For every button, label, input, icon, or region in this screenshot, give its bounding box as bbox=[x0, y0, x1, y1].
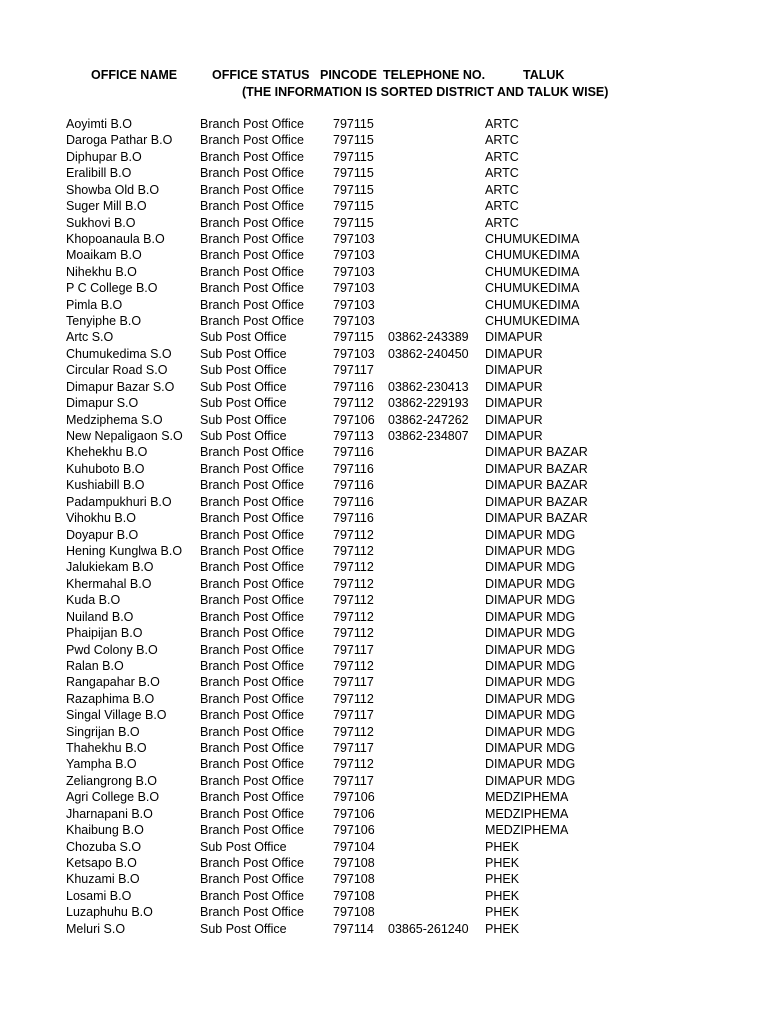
taluk-cell: DIMAPUR MDG bbox=[485, 773, 576, 788]
pincode-cell: 797106 bbox=[333, 823, 375, 838]
office-name-cell: Tenyiphe B.O bbox=[66, 314, 142, 329]
table-row bbox=[0, 674, 768, 690]
taluk-cell: MEDZIPHEMA bbox=[485, 806, 569, 821]
office-name-cell: Jalukiekam B.O bbox=[66, 560, 154, 575]
pincode-cell: 797103 bbox=[333, 281, 375, 296]
taluk-cell: DIMAPUR bbox=[485, 412, 543, 427]
header-sort-note: (THE INFORMATION IS SORTED DISTRICT AND TALUK WISE) bbox=[242, 85, 609, 99]
office-name-cell: Eralibill B.O bbox=[66, 166, 132, 181]
telephone-cell: 03862-229193 bbox=[388, 396, 469, 411]
office-name-cell: Doyapur B.O bbox=[66, 527, 139, 542]
office-status-cell: Branch Post Office bbox=[200, 658, 304, 673]
table-row bbox=[0, 921, 768, 937]
office-status-cell: Branch Post Office bbox=[200, 741, 304, 756]
office-name-cell: Daroga Pathar B.O bbox=[66, 133, 173, 148]
office-status-cell: Branch Post Office bbox=[200, 264, 304, 279]
pincode-cell: 797115 bbox=[333, 133, 374, 148]
office-status-cell: Branch Post Office bbox=[200, 248, 304, 263]
pincode-cell: 797112 bbox=[333, 396, 374, 411]
taluk-cell: PHEK bbox=[485, 855, 520, 870]
pincode-cell: 797103 bbox=[333, 346, 375, 361]
table-row bbox=[0, 756, 768, 772]
table-row bbox=[0, 806, 768, 822]
office-name-cell: Singal Village B.O bbox=[66, 708, 167, 723]
table-row bbox=[0, 625, 768, 641]
office-name-cell: Agri College B.O bbox=[66, 790, 160, 805]
table-row bbox=[0, 280, 768, 296]
office-status-cell: Branch Post Office bbox=[200, 182, 304, 197]
table-row bbox=[0, 658, 768, 674]
office-status-cell: Branch Post Office bbox=[200, 478, 304, 493]
table-row bbox=[0, 724, 768, 740]
table-row bbox=[0, 609, 768, 625]
taluk-cell: DIMAPUR MDG bbox=[485, 560, 576, 575]
telephone-cell: 03862-247262 bbox=[388, 412, 469, 427]
office-name-cell: Zeliangrong B.O bbox=[66, 773, 158, 788]
office-status-cell: Branch Post Office bbox=[200, 642, 304, 657]
pincode-cell: 797117 bbox=[333, 642, 374, 657]
pincode-cell: 797108 bbox=[333, 872, 375, 887]
taluk-cell: ARTC bbox=[485, 133, 519, 148]
office-status-cell: Sub Post Office bbox=[200, 379, 287, 394]
table-row bbox=[0, 346, 768, 362]
table-row bbox=[0, 576, 768, 592]
taluk-cell: DIMAPUR bbox=[485, 396, 543, 411]
office-name-cell: Diphupar B.O bbox=[66, 149, 142, 164]
table-row bbox=[0, 329, 768, 345]
office-name-cell: Padampukhuri B.O bbox=[66, 494, 172, 509]
pincode-cell: 797103 bbox=[333, 314, 375, 329]
office-status-cell: Branch Post Office bbox=[200, 543, 304, 558]
office-status-cell: Branch Post Office bbox=[200, 888, 304, 903]
office-name-cell: Singrijan B.O bbox=[66, 724, 140, 739]
table-row bbox=[0, 379, 768, 395]
table-row bbox=[0, 165, 768, 181]
office-name-cell: Suger Mill B.O bbox=[66, 199, 147, 214]
office-name-cell: Pimla B.O bbox=[66, 297, 123, 312]
office-name-cell: Kushiabill B.O bbox=[66, 478, 145, 493]
office-name-cell: Circular Road S.O bbox=[66, 363, 168, 378]
pincode-cell: 797112 bbox=[333, 658, 374, 673]
office-status-cell: Branch Post Office bbox=[200, 708, 304, 723]
office-status-cell: Sub Post Office bbox=[200, 839, 287, 854]
office-name-cell: Nihekhu B.O bbox=[66, 264, 137, 279]
table-row bbox=[0, 395, 768, 411]
office-status-cell: Branch Post Office bbox=[200, 806, 304, 821]
pincode-cell: 797112 bbox=[333, 576, 374, 591]
table-row bbox=[0, 428, 768, 444]
pincode-cell: 797112 bbox=[333, 609, 374, 624]
office-status-cell: Branch Post Office bbox=[200, 199, 304, 214]
pincode-cell: 797103 bbox=[333, 248, 375, 263]
office-status-cell: Branch Post Office bbox=[200, 905, 304, 920]
pincode-cell: 797113 bbox=[333, 429, 374, 444]
office-name-cell: Showba Old B.O bbox=[66, 182, 160, 197]
table-row bbox=[0, 182, 768, 198]
taluk-cell: DIMAPUR bbox=[485, 363, 543, 378]
office-status-cell: Branch Post Office bbox=[200, 527, 304, 542]
office-name-cell: Hening Kunglwa B.O bbox=[66, 543, 183, 558]
office-status-cell: Branch Post Office bbox=[200, 823, 304, 838]
office-name-cell: Medziphema S.O bbox=[66, 412, 163, 427]
taluk-cell: ARTC bbox=[485, 199, 519, 214]
office-status-cell: Branch Post Office bbox=[200, 593, 304, 608]
taluk-cell: DIMAPUR MDG bbox=[485, 593, 576, 608]
office-status-cell: Branch Post Office bbox=[200, 757, 304, 772]
pincode-cell: 797103 bbox=[333, 264, 375, 279]
table-row bbox=[0, 740, 768, 756]
taluk-cell: PHEK bbox=[485, 921, 520, 936]
table-row bbox=[0, 247, 768, 263]
pincode-cell: 797115 bbox=[333, 149, 374, 164]
office-status-cell: Sub Post Office bbox=[200, 346, 287, 361]
pincode-cell: 797112 bbox=[333, 691, 374, 706]
table-row bbox=[0, 313, 768, 329]
pincode-cell: 797106 bbox=[333, 806, 375, 821]
table-row bbox=[0, 215, 768, 231]
taluk-cell: MEDZIPHEMA bbox=[485, 823, 569, 838]
office-status-cell: Branch Post Office bbox=[200, 297, 304, 312]
taluk-cell: DIMAPUR BAZAR bbox=[485, 511, 588, 526]
header-office-name: OFFICE NAME bbox=[91, 68, 178, 82]
office-name-cell: Kuhuboto B.O bbox=[66, 461, 145, 476]
pincode-cell: 797117 bbox=[333, 708, 374, 723]
pincode-cell: 797103 bbox=[333, 231, 375, 246]
pincode-cell: 797108 bbox=[333, 905, 375, 920]
pincode-cell: 797116 bbox=[333, 478, 374, 493]
taluk-cell: CHUMUKEDIMA bbox=[485, 314, 580, 329]
office-name-cell: Chumukedima S.O bbox=[66, 346, 172, 361]
table-row bbox=[0, 149, 768, 165]
taluk-cell: CHUMUKEDIMA bbox=[485, 264, 580, 279]
pincode-cell: 797116 bbox=[333, 511, 374, 526]
office-status-cell: Branch Post Office bbox=[200, 133, 304, 148]
office-name-cell: Meluri S.O bbox=[66, 921, 126, 936]
office-name-cell: Khermahal B.O bbox=[66, 576, 152, 591]
office-name-cell: Ralan B.O bbox=[66, 658, 124, 673]
taluk-cell: DIMAPUR MDG bbox=[485, 609, 576, 624]
taluk-cell: DIMAPUR BAZAR bbox=[485, 494, 588, 509]
office-status-cell: Branch Post Office bbox=[200, 560, 304, 575]
taluk-cell: ARTC bbox=[485, 215, 519, 230]
office-status-cell: Branch Post Office bbox=[200, 117, 304, 131]
office-status-cell: Branch Post Office bbox=[200, 215, 304, 230]
office-name-cell: Kuda B.O bbox=[66, 593, 121, 608]
table-row bbox=[0, 559, 768, 575]
office-name-cell: Artc S.O bbox=[66, 330, 114, 345]
table-row bbox=[0, 132, 768, 148]
pincode-cell: 797115 bbox=[333, 182, 374, 197]
office-name-cell: Pwd Colony B.O bbox=[66, 642, 158, 657]
table-row bbox=[0, 888, 768, 904]
telephone-cell: 03862-234807 bbox=[388, 429, 469, 444]
telephone-cell: 03862-243389 bbox=[388, 330, 469, 345]
office-name-cell: Dimapur S.O bbox=[66, 396, 139, 411]
pincode-cell: 797117 bbox=[333, 363, 374, 378]
office-name-cell: Khaibung B.O bbox=[66, 823, 144, 838]
taluk-cell: DIMAPUR bbox=[485, 346, 543, 361]
table-row bbox=[0, 855, 768, 871]
taluk-cell: DIMAPUR MDG bbox=[485, 724, 576, 739]
pincode-cell: 797115 bbox=[333, 166, 374, 181]
pincode-cell: 797108 bbox=[333, 888, 375, 903]
office-name-cell: New Nepaligaon S.O bbox=[66, 429, 183, 444]
table-row bbox=[0, 264, 768, 280]
table-row bbox=[0, 707, 768, 723]
pincode-cell: 797116 bbox=[333, 494, 374, 509]
header-pincode: PINCODE bbox=[320, 68, 377, 82]
table-row bbox=[0, 904, 768, 920]
office-status-cell: Branch Post Office bbox=[200, 576, 304, 591]
taluk-cell: DIMAPUR MDG bbox=[485, 708, 576, 723]
table-row bbox=[0, 297, 768, 313]
taluk-cell: CHUMUKEDIMA bbox=[485, 297, 580, 312]
taluk-cell: ARTC bbox=[485, 117, 519, 131]
office-status-cell: Sub Post Office bbox=[200, 330, 287, 345]
pincode-cell: 797112 bbox=[333, 724, 374, 739]
taluk-cell: CHUMUKEDIMA bbox=[485, 231, 580, 246]
pincode-cell: 797116 bbox=[333, 445, 374, 460]
taluk-cell: PHEK bbox=[485, 839, 520, 854]
office-status-cell: Branch Post Office bbox=[200, 691, 304, 706]
header-taluk: TALUK bbox=[523, 68, 565, 82]
pincode-cell: 797115 bbox=[333, 117, 374, 131]
office-status-cell: Sub Post Office bbox=[200, 396, 287, 411]
office-name-cell: Yampha B.O bbox=[66, 757, 137, 772]
table-row bbox=[0, 494, 768, 510]
taluk-cell: DIMAPUR MDG bbox=[485, 658, 576, 673]
office-status-cell: Branch Post Office bbox=[200, 494, 304, 509]
table-row bbox=[0, 510, 768, 526]
pincode-cell: 797114 bbox=[333, 921, 374, 936]
pincode-cell: 797112 bbox=[333, 527, 374, 542]
office-status-cell: Branch Post Office bbox=[200, 511, 304, 526]
taluk-cell: PHEK bbox=[485, 872, 520, 887]
office-status-cell: Sub Post Office bbox=[200, 412, 287, 427]
taluk-cell: ARTC bbox=[485, 149, 519, 164]
telephone-cell: 03862-240450 bbox=[388, 346, 469, 361]
office-name-cell: P C College B.O bbox=[66, 281, 158, 296]
office-name-cell: Rangapahar B.O bbox=[66, 675, 160, 690]
pincode-cell: 797112 bbox=[333, 560, 374, 575]
office-status-cell: Branch Post Office bbox=[200, 231, 304, 246]
table-row bbox=[0, 773, 768, 789]
office-name-cell: Moaikam B.O bbox=[66, 248, 142, 263]
pincode-cell: 797115 bbox=[333, 199, 374, 214]
pincode-cell: 797112 bbox=[333, 626, 374, 641]
taluk-cell: DIMAPUR MDG bbox=[485, 741, 576, 756]
office-name-cell: Khuzami B.O bbox=[66, 872, 140, 887]
office-status-cell: Branch Post Office bbox=[200, 281, 304, 296]
office-status-cell: Branch Post Office bbox=[200, 149, 304, 164]
table-row bbox=[0, 231, 768, 247]
taluk-cell: ARTC bbox=[485, 182, 519, 197]
table-row bbox=[0, 477, 768, 493]
office-name-cell: Luzaphuhu B.O bbox=[66, 905, 153, 920]
pincode-cell: 797112 bbox=[333, 543, 374, 558]
pincode-cell: 797108 bbox=[333, 855, 375, 870]
taluk-cell: DIMAPUR bbox=[485, 330, 543, 345]
pincode-cell: 797112 bbox=[333, 757, 374, 772]
office-name-cell: Khopoanaula B.O bbox=[66, 231, 165, 246]
office-name-cell: Nuiland B.O bbox=[66, 609, 134, 624]
pincode-cell: 797116 bbox=[333, 379, 374, 394]
table-row bbox=[0, 198, 768, 214]
pincode-cell: 797115 bbox=[333, 330, 374, 345]
office-name-cell: Sukhovi B.O bbox=[66, 215, 136, 230]
taluk-cell: PHEK bbox=[485, 888, 520, 903]
taluk-cell: DIMAPUR bbox=[485, 379, 543, 394]
table-row bbox=[0, 362, 768, 378]
telephone-cell: 03862-230413 bbox=[388, 379, 469, 394]
taluk-cell: PHEK bbox=[485, 905, 520, 920]
office-status-cell: Branch Post Office bbox=[200, 609, 304, 624]
pincode-cell: 797106 bbox=[333, 412, 375, 427]
office-name-cell: Thahekhu B.O bbox=[66, 741, 147, 756]
office-status-cell: Branch Post Office bbox=[200, 675, 304, 690]
office-status-cell: Sub Post Office bbox=[200, 363, 287, 378]
office-status-cell: Branch Post Office bbox=[200, 790, 304, 805]
office-status-cell: Branch Post Office bbox=[200, 855, 304, 870]
taluk-cell: DIMAPUR MDG bbox=[485, 576, 576, 591]
table-row bbox=[0, 444, 768, 460]
office-name-cell: Dimapur Bazar S.O bbox=[66, 379, 175, 394]
office-status-cell: Sub Post Office bbox=[200, 921, 287, 936]
office-status-cell: Branch Post Office bbox=[200, 166, 304, 181]
taluk-cell: CHUMUKEDIMA bbox=[485, 281, 580, 296]
office-status-cell: Branch Post Office bbox=[200, 445, 304, 460]
taluk-cell: DIMAPUR BAZAR bbox=[485, 461, 588, 476]
table-row bbox=[0, 461, 768, 477]
table-row bbox=[0, 642, 768, 658]
pincode-cell: 797117 bbox=[333, 773, 374, 788]
taluk-cell: DIMAPUR BAZAR bbox=[485, 445, 588, 460]
office-name-cell: Jharnapani B.O bbox=[66, 806, 153, 821]
table-row bbox=[0, 543, 768, 559]
telephone-cell: 03865-261240 bbox=[388, 921, 469, 936]
table-row bbox=[0, 527, 768, 543]
office-status-cell: Branch Post Office bbox=[200, 626, 304, 641]
table-row bbox=[0, 789, 768, 805]
office-name-cell: Phaipijan B.O bbox=[66, 626, 143, 641]
pincode-cell: 797117 bbox=[333, 741, 374, 756]
office-status-cell: Sub Post Office bbox=[200, 429, 287, 444]
office-name-cell: Chozuba S.O bbox=[66, 839, 142, 854]
office-status-cell: Branch Post Office bbox=[200, 461, 304, 476]
taluk-cell: DIMAPUR MDG bbox=[485, 642, 576, 657]
pincode-cell: 797106 bbox=[333, 790, 375, 805]
office-status-cell: Branch Post Office bbox=[200, 314, 304, 329]
taluk-cell: ARTC bbox=[485, 166, 519, 181]
office-name-cell: Razaphima B.O bbox=[66, 691, 155, 706]
taluk-cell: DIMAPUR bbox=[485, 429, 543, 444]
taluk-cell: CHUMUKEDIMA bbox=[485, 248, 580, 263]
table-row bbox=[0, 592, 768, 608]
taluk-cell: DIMAPUR MDG bbox=[485, 527, 576, 542]
post-office-table bbox=[0, 116, 768, 937]
table-row bbox=[0, 822, 768, 838]
table-row bbox=[0, 116, 768, 132]
taluk-cell: DIMAPUR BAZAR bbox=[485, 478, 588, 493]
table-row bbox=[0, 839, 768, 855]
office-status-cell: Branch Post Office bbox=[200, 724, 304, 739]
taluk-cell: DIMAPUR MDG bbox=[485, 691, 576, 706]
pincode-cell: 797115 bbox=[333, 215, 374, 230]
pincode-cell: 797117 bbox=[333, 675, 374, 690]
office-name-cell: Khehekhu B.O bbox=[66, 445, 148, 460]
header-office-status: OFFICE STATUS bbox=[212, 68, 310, 82]
office-name-cell: Aoyimti B.O bbox=[66, 117, 132, 131]
office-status-cell: Branch Post Office bbox=[200, 773, 304, 788]
pincode-cell: 797103 bbox=[333, 297, 375, 312]
office-name-cell: Losami B.O bbox=[66, 888, 132, 903]
table-row bbox=[0, 871, 768, 887]
taluk-cell: DIMAPUR MDG bbox=[485, 626, 576, 641]
office-name-cell: Vihokhu B.O bbox=[66, 511, 136, 526]
table-row bbox=[0, 691, 768, 707]
table-row bbox=[0, 412, 768, 428]
header-telephone: TELEPHONE NO. bbox=[383, 68, 486, 82]
taluk-cell: DIMAPUR MDG bbox=[485, 675, 576, 690]
taluk-cell: MEDZIPHEMA bbox=[485, 790, 569, 805]
taluk-cell: DIMAPUR MDG bbox=[485, 543, 576, 558]
pincode-cell: 797112 bbox=[333, 593, 374, 608]
taluk-cell: DIMAPUR MDG bbox=[485, 757, 576, 772]
office-status-cell: Branch Post Office bbox=[200, 872, 304, 887]
office-name-cell: Ketsapo B.O bbox=[66, 855, 137, 870]
pincode-cell: 797116 bbox=[333, 461, 374, 476]
pincode-cell: 797104 bbox=[333, 839, 375, 854]
